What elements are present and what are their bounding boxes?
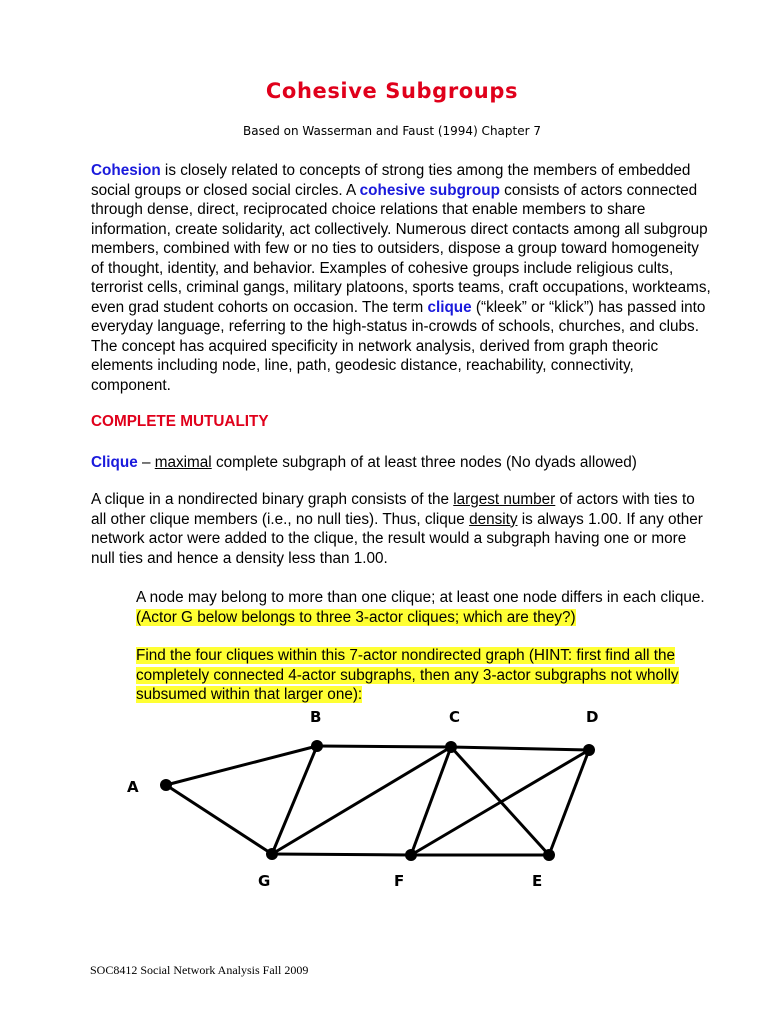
node-paragraph	[136, 588, 711, 627]
edge-B-C	[317, 746, 451, 747]
clique-term: Clique	[91, 454, 138, 471]
clique-graph	[0, 700, 768, 900]
clique-maximal: maximal	[154, 454, 212, 471]
node-label-F: F	[394, 872, 405, 890]
edge-B-G	[272, 746, 317, 854]
intro-paragraph	[91, 161, 711, 395]
node-label-G: G	[258, 872, 271, 890]
exercise-text: Find the four cliques within this 7-actor nondirected graph (HINT: first find all the completely connected 4-actor subgraphs, then any 3-actor subgraphs not wholly subsumed within that larger one):	[136, 647, 679, 703]
clique-def-rest: complete subgraph of at least three nodes (No dyads allowed)	[211, 454, 637, 471]
node-label-B: B	[310, 708, 322, 726]
edge-C-G	[272, 747, 451, 854]
node-B	[311, 740, 323, 752]
footer: SOC8412 Social Network Analysis Fall 2009	[90, 963, 309, 977]
intro-text-3: (“kleek” or “klick”) has passed into everyday language, referring to the high-status in-crowds of schools, churches, and clubs. The concept has acquired specificity in network analysis, derived from graph theoric elements including node, line, path, geodesic distance, reachability, connectivity, component.	[91, 298, 706, 394]
edge-C-D	[451, 747, 589, 750]
section-heading: COMPLETE MUTUALITY	[91, 413, 269, 430]
graph-nodes	[160, 740, 595, 861]
exercise-paragraph	[136, 646, 711, 705]
node-label-E: E	[532, 872, 543, 890]
page-title: Cohesive Subgroups	[265, 79, 519, 103]
node-G	[266, 848, 278, 860]
clique-para-a: A clique in a nondirected binary graph consists of the	[91, 491, 454, 508]
node-F	[405, 849, 417, 861]
clique-dash: –	[137, 454, 155, 471]
edge-D-E	[549, 750, 589, 855]
node-para-plain: A node may belong to more than one clique; at least one node differs in each clique.	[136, 589, 705, 606]
edge-A-B	[166, 746, 317, 785]
node-A	[160, 779, 172, 791]
term-clique: clique	[427, 298, 472, 316]
node-label-D: D	[586, 708, 599, 726]
intro-text-1: is closely related to concepts of strong ties among the members of embedded social groups or closed social circles. A	[91, 162, 691, 199]
clique-para-c: is always 1.00. If any other network actor were added to the clique, the result would a subgraph having one or more null ties and hence a density less than 1.00.	[91, 510, 703, 567]
node-label-C: C	[449, 708, 461, 726]
clique-definition	[91, 453, 711, 473]
node-D	[583, 744, 595, 756]
edge-D-F	[411, 750, 589, 855]
term-cohesion: Cohesion	[91, 162, 161, 179]
intro-text-2: consists of actors connected through dense, direct, reciprocated choice relations that enable members to share information, create solidarity, act collectively. Numerous direct contacts among all subgroup members, combined with few or no ties to outsiders, dispose a group toward homogeneity of thought, identity, and behavior. Examples of cohesive groups include religious cults, terrorist cells, criminal gangs, military platoons, sports teams, craft occupations, workteams, even grad student cohorts on occasion. The term	[91, 181, 711, 316]
term-cohesive-subgroup: cohesive subgroup	[359, 181, 500, 199]
node-C	[445, 741, 457, 753]
edge-G-F	[272, 854, 411, 855]
clique-para-density: density	[469, 510, 518, 528]
graph-edges	[166, 746, 589, 855]
node-para-highlight: (Actor G below belongs to three 3-actor cliques; which are they?)	[136, 608, 576, 626]
node-E	[543, 849, 555, 861]
node-label-A: A	[127, 778, 139, 796]
clique-para-largest-number: largest number	[453, 491, 556, 508]
page-subtitle: Based on Wasserman and Faust (1994) Chapter 7	[242, 124, 541, 138]
edge-C-F	[411, 747, 451, 855]
edge-A-G	[166, 785, 272, 854]
clique-paragraph	[91, 490, 711, 568]
clique-para-b: of actors with ties to all other clique members (i.e., no null ties). Thus, clique	[91, 491, 695, 528]
